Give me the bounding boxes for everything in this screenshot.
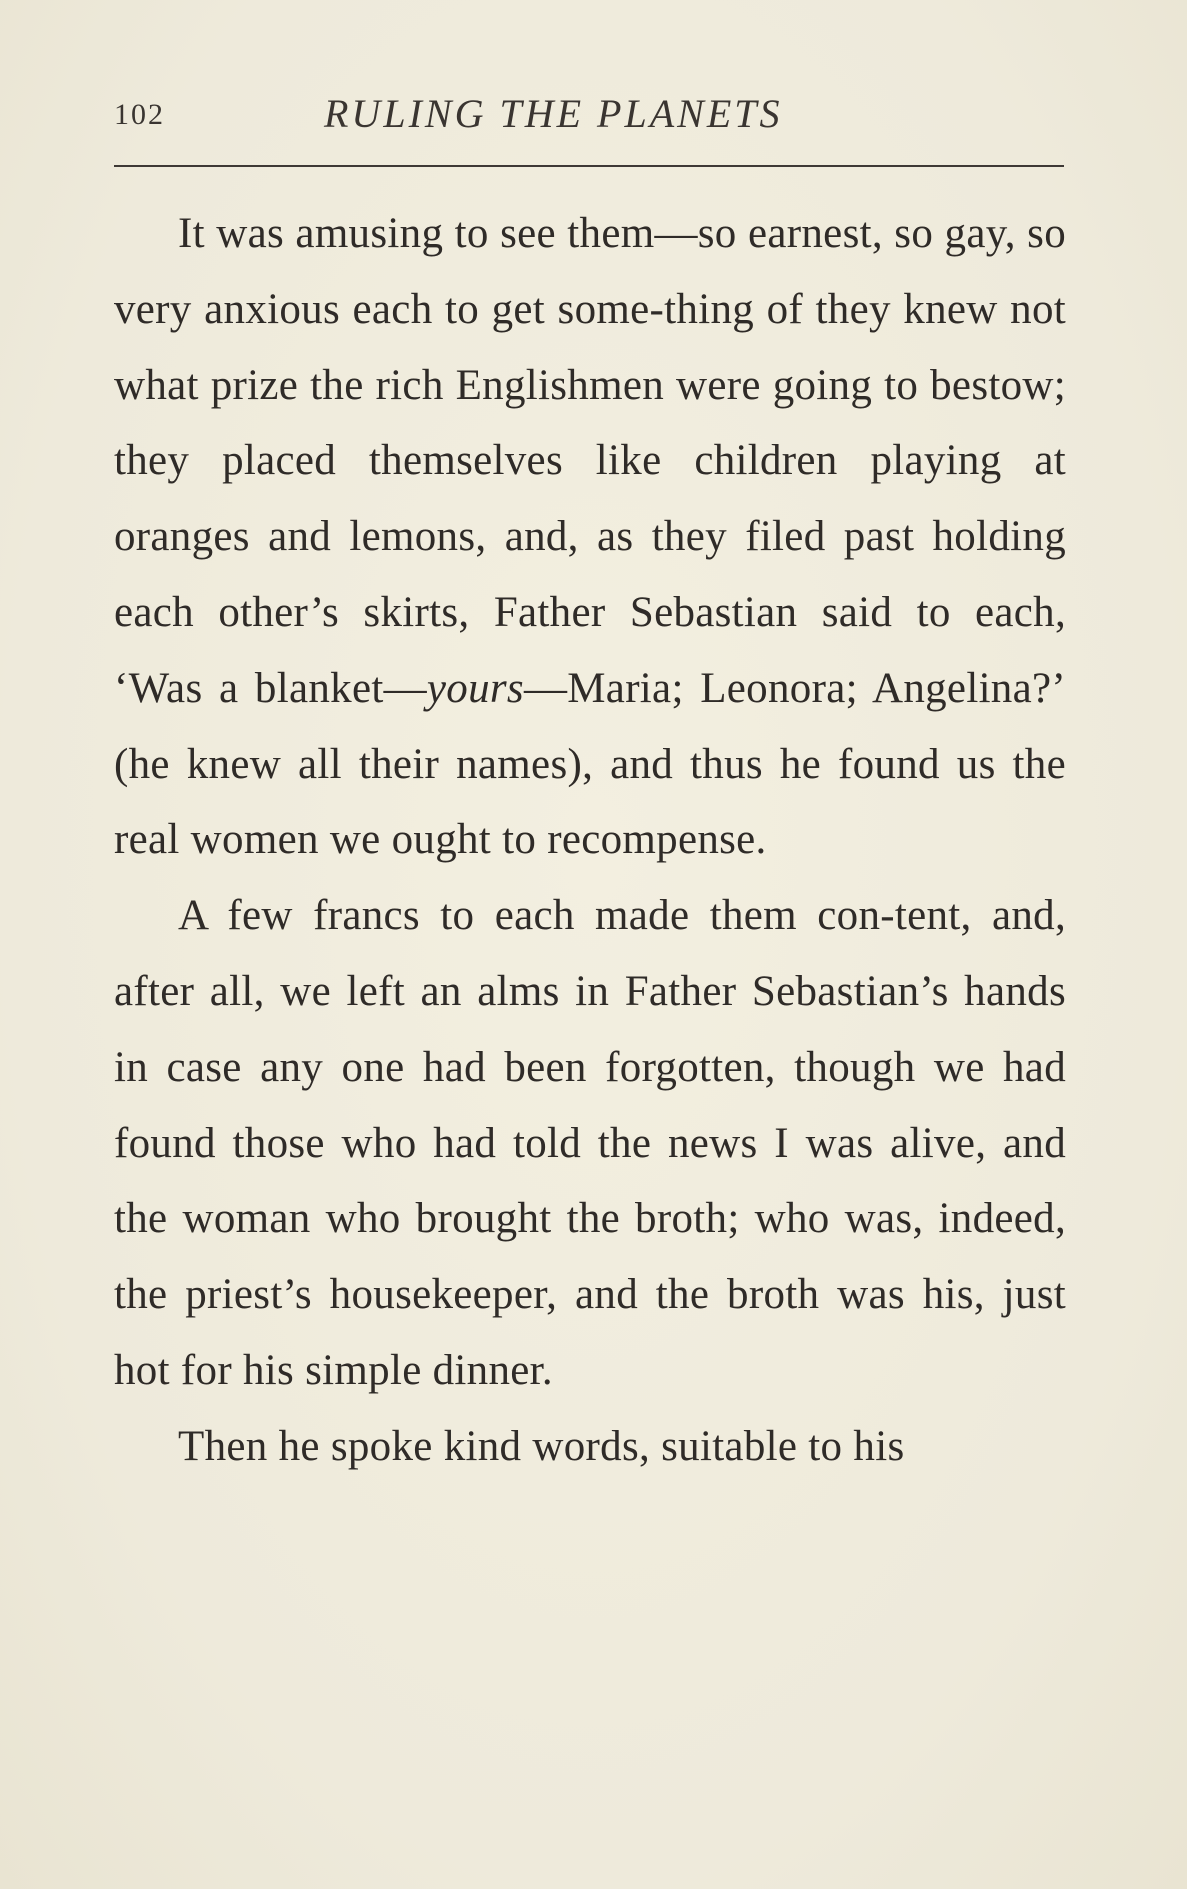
paragraph-2: A few francs to each made them con-tent, and, after all, we left an alms in Father Sebastian’s hands in case any one had been forgotten, though we had found those who had told the news I was alive, and the woman who brought the broth; who was, indeed, the priest’s housekeeper, and the broth was his, just hot for his simple dinner. <box>114 892 1066 1394</box>
paragraph-1 <box>114 196 1066 878</box>
paragraph-1-text-start: It was amusing to see them—so earnest, so gay, so very anxious each to get some-thing of they knew not what prize the rich Englishmen were going to bestow; they placed themselves like children playing at oranges and lemons, and, as they filed past holding each other’s skirts, Father Sebastian said to each, ‘Was a blanket— <box>114 210 1066 712</box>
body-text <box>114 196 1066 1485</box>
page-number: 102 <box>114 98 165 131</box>
page-header <box>114 86 1064 146</box>
emphasis-yours: yours <box>426 664 524 712</box>
header-rule <box>114 165 1064 167</box>
paragraph-1-text-end: —Maria; Leonora; Angelina?’ (he knew all their names), and thus he found us the real women we ought to recompense. <box>114 664 1067 864</box>
running-head: RULING THE PLANETS <box>324 91 783 136</box>
paragraph-3: Then he spoke kind words, suitable to his <box>178 1422 905 1470</box>
